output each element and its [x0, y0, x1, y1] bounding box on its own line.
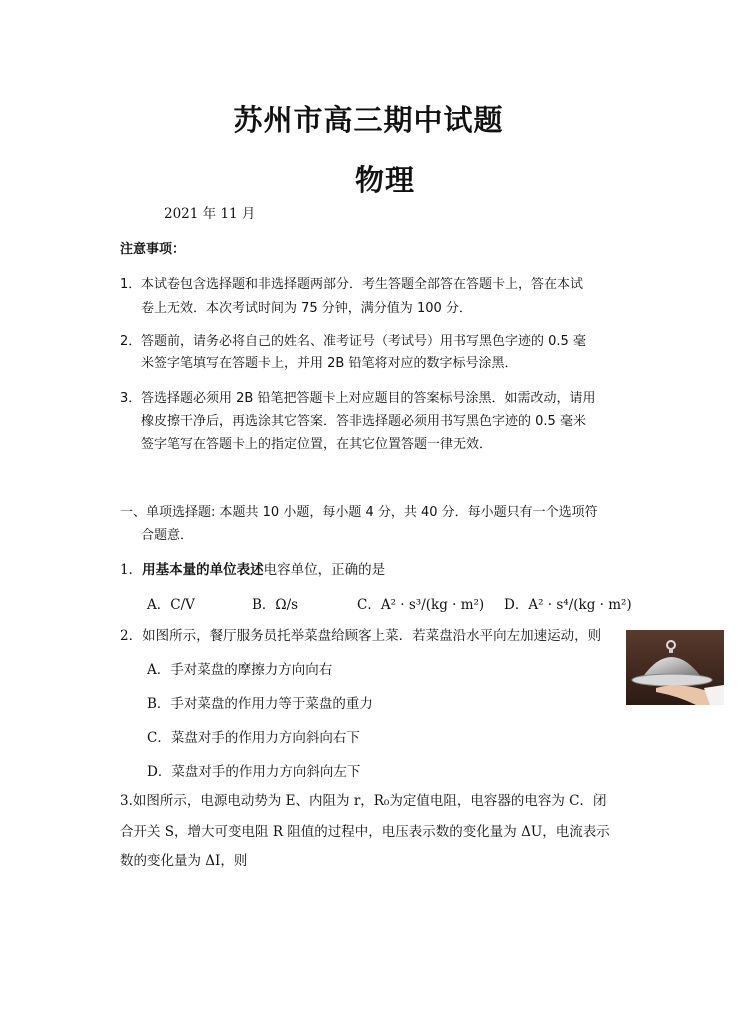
serving-tray-photo — [626, 630, 724, 705]
notice-item-number: 2． — [120, 334, 142, 349]
option-c: C．A² · s³/(kg · m²) — [357, 597, 485, 613]
question-number: 1． — [120, 562, 143, 578]
option-d: D．A² · s⁴/(kg · m²) — [504, 597, 632, 613]
notice-item-text: 答题前，请务必将自己的姓名、准考证号（考试号）用书写黑色字迹的 0.5 毫 — [141, 334, 586, 349]
exam-date: 2021 年 11 月 — [164, 206, 256, 222]
question-2-stem: 2．如图所示，餐厅服务员托举菜盘给顾客上菜．若菜盘沿水平向左加速运动，则 — [120, 628, 602, 644]
question-1-stem — [120, 561, 385, 579]
waiter-tray-icon — [626, 630, 724, 705]
section-heading-cont: 合题意． — [141, 528, 194, 543]
question-3-stem-line2: 合开关 S，增大可变电阻 R 阻值的过程中，电压表示数的变化量为 ΔU，电流表示 — [120, 824, 610, 840]
notice-item-text: 卷上无效．本次考试时间为 75 分钟，满分值为 100 分． — [141, 301, 472, 316]
question-emphasis: 用基本量的单位表述 — [142, 562, 264, 578]
subject-title: 物理 — [354, 163, 415, 197]
question-text: 电容单位，正确的是 — [263, 562, 386, 578]
notice-item-text: 橡皮擦干净后，再选涂其它答案．答非选择题必须用书写黑色字迹的 0.5 毫米 — [141, 414, 586, 429]
notice-heading: 注意事项： — [120, 242, 186, 257]
question-3-stem-line3: 数的变化量为 ΔI，则 — [120, 853, 248, 869]
exam-title: 苏州市高三期中试题 — [233, 103, 504, 137]
option-c: C．菜盘对手的作用力方向斜向右下 — [147, 730, 360, 746]
option-d: D．菜盘对手的作用力方向斜向左下 — [147, 764, 361, 780]
notice-item-text: 签字笔写在答题卡上的指定位置，在其它位置答题一律无效． — [141, 437, 493, 452]
option-b: B．Ω/s — [252, 597, 299, 613]
notice-item-text: 本试卷包含选择题和非选择题两部分．考生答题全部答在答题卡上，答在本试 — [141, 277, 584, 292]
question-3-stem-line1: 3.如图所示，电源电动势为 E、内阻为 r，R₀为定值电阻，电容器的电容为 C．闭 — [120, 793, 607, 809]
notice-item-number: 3． — [120, 391, 142, 406]
option-a: A．C/V — [147, 597, 195, 613]
section-heading: 一、单项选择题: 本题共 10 小题，每小题 4 分，共 40 分．每小题只有一个选项符 — [120, 505, 598, 520]
notice-item-number: 1． — [120, 277, 142, 292]
notice-item-text: 米签字笔填写在答题卡上，并用 2B 铅笔将对应的数字标号涂黑． — [141, 356, 518, 371]
notice-item-text: 答选择题必须用 2B 铅笔把答题卡上对应题目的答案标号涂黑．如需改动，请用 — [141, 391, 596, 406]
option-a: A．手对菜盘的摩擦力方向向右 — [147, 662, 333, 678]
option-b: B．手对菜盘的作用力等于菜盘的重力 — [147, 696, 373, 712]
